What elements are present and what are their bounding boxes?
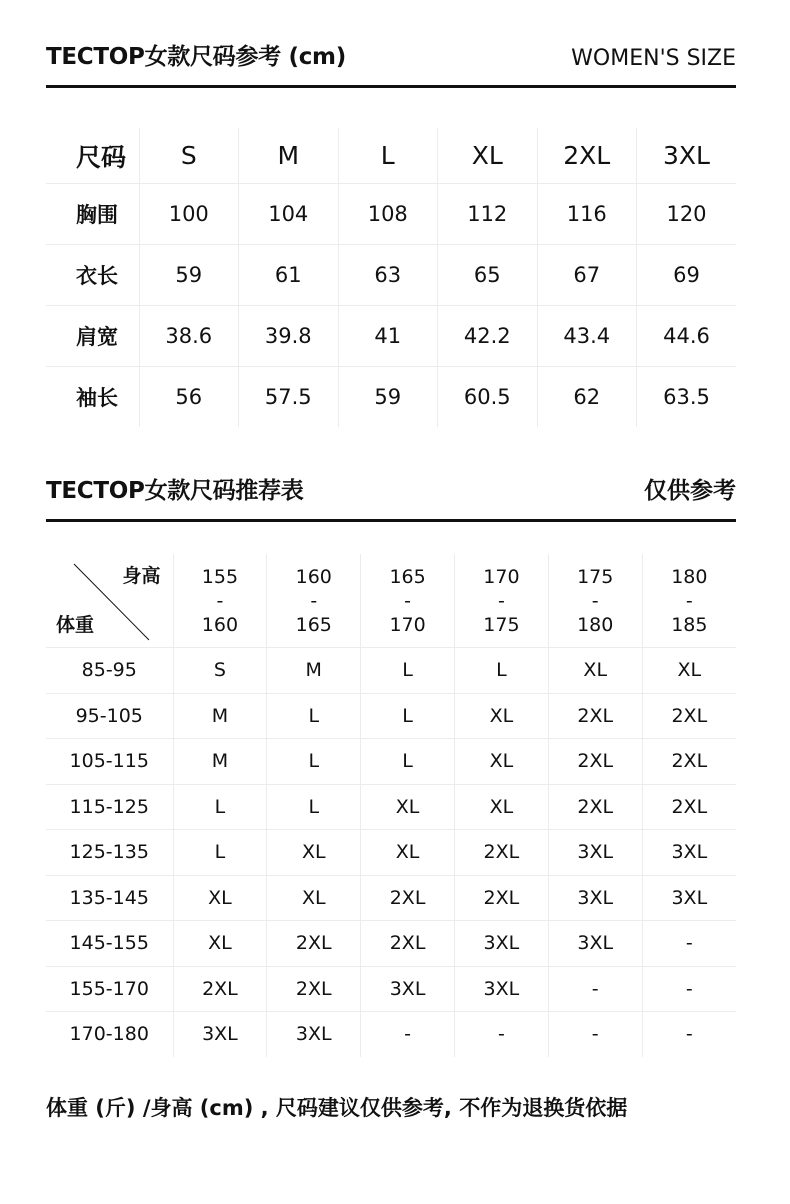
size-cell: 112	[438, 184, 538, 245]
recommend-size-cell: XL	[454, 693, 548, 739]
weight-range-label: 85-95	[46, 648, 173, 694]
height-range-to: 170	[389, 613, 426, 636]
recommend-size-cell: -	[454, 1012, 548, 1057]
height-range-to: 165	[295, 613, 332, 636]
size-cell: 43.4	[537, 306, 637, 367]
recommend-size-cell: S	[173, 648, 267, 694]
weight-range-label: 135-145	[46, 875, 173, 921]
height-range-cell	[173, 554, 267, 648]
size-chart-title: TECTOP女款尺码参考 (cm)	[46, 44, 346, 70]
recommend-size-cell: L	[361, 693, 455, 739]
recommend-size-cell: 3XL	[548, 875, 642, 921]
size-cell: 67	[537, 245, 637, 306]
size-header-label: 尺码	[46, 128, 139, 184]
recommend-size-cell: -	[642, 1012, 736, 1057]
height-range-from: 175	[577, 565, 614, 588]
height-range-from: 165	[389, 565, 426, 588]
recommend-size-cell: 2XL	[548, 739, 642, 785]
recommend-size-cell: L	[267, 739, 361, 785]
recommend-size-cell: -	[548, 966, 642, 1012]
recommend-size-cell: -	[548, 1012, 642, 1057]
recommend-size-cell: 3XL	[548, 830, 642, 876]
size-cell: 57.5	[239, 367, 339, 428]
size-row	[46, 306, 736, 367]
size-header-row	[46, 128, 736, 184]
size-cell: 104	[239, 184, 339, 245]
height-range-sep: -	[685, 589, 693, 612]
recommend-size-cell: 2XL	[548, 784, 642, 830]
size-row	[46, 184, 736, 245]
size-row-label: 肩宽	[46, 306, 139, 367]
recommend-chart-title: TECTOP女款尺码推荐表	[46, 478, 304, 504]
recommend-size-cell: XL	[454, 784, 548, 830]
height-range-from: 170	[483, 565, 520, 588]
height-range-cell	[454, 554, 548, 648]
weight-row	[46, 921, 736, 967]
recommend-size-cell: 3XL	[454, 966, 548, 1012]
weight-range-label: 145-155	[46, 921, 173, 967]
size-chart-header	[46, 38, 736, 88]
recommend-size-cell: L	[173, 830, 267, 876]
size-cell: 63	[338, 245, 438, 306]
recommend-size-cell: XL	[361, 784, 455, 830]
weight-row	[46, 648, 736, 694]
recommend-size-cell: 2XL	[454, 875, 548, 921]
size-cell: 39.8	[239, 306, 339, 367]
corner-cell	[46, 554, 173, 648]
height-range-from: 180	[671, 565, 708, 588]
size-header-cell: 3XL	[637, 128, 737, 184]
recommend-size-cell: -	[361, 1012, 455, 1057]
recommend-size-cell: XL	[267, 875, 361, 921]
size-cell: 56	[139, 367, 239, 428]
weight-row	[46, 784, 736, 830]
height-range-to: 175	[483, 613, 520, 636]
size-row	[46, 245, 736, 306]
size-header-cell: 2XL	[537, 128, 637, 184]
height-range-from: 155	[201, 565, 239, 588]
recommend-size-cell: 3XL	[454, 921, 548, 967]
recommend-size-cell: L	[454, 648, 548, 694]
size-row-label: 袖长	[76, 386, 118, 410]
recommend-size-cell: XL	[361, 830, 455, 876]
height-range-cell	[361, 554, 455, 648]
recommend-size-cell: M	[173, 739, 267, 785]
weight-range-label: 105-115	[46, 739, 173, 785]
recommend-size-cell: 3XL	[642, 830, 736, 876]
weight-range-label: 115-125	[46, 784, 173, 830]
height-range-to: 180	[577, 613, 614, 636]
size-cell: 69	[637, 245, 737, 306]
size-row	[46, 367, 736, 428]
recommend-size-cell: M	[173, 693, 267, 739]
height-range-cell	[642, 554, 736, 648]
recommend-size-cell: XL	[173, 921, 267, 967]
height-header-row	[46, 554, 736, 648]
size-cell: 41	[338, 306, 438, 367]
recommend-size-cell: 2XL	[454, 830, 548, 876]
height-range-sep: -	[497, 589, 505, 612]
size-row-label: 胸围	[46, 184, 139, 245]
size-header-cell: S	[139, 128, 239, 184]
recommend-size-cell: 3XL	[642, 875, 736, 921]
size-row-label: 衣长	[46, 245, 139, 306]
recommend-size-cell: XL	[267, 830, 361, 876]
recommend-size-cell: 2XL	[642, 784, 736, 830]
height-range-sep: -	[591, 589, 599, 612]
size-header-cell: M	[239, 128, 339, 184]
size-cell: 44.6	[637, 306, 737, 367]
corner-weight-label: 体重	[56, 614, 95, 636]
size-chart-table	[46, 128, 736, 427]
recommend-size-cell: 2XL	[361, 921, 455, 967]
size-header-cell: L	[338, 128, 438, 184]
size-cell: 65	[438, 245, 538, 306]
height-range-cell	[267, 554, 361, 648]
weight-row	[46, 1012, 736, 1057]
footer-note: 体重 (斤) /身高 (cm) , 尺码建议仅供参考, 不作为退换货依据	[46, 1096, 628, 1120]
recommend-size-cell: XL	[548, 648, 642, 694]
size-cell: 108	[338, 184, 438, 245]
size-cell: 42.2	[438, 306, 538, 367]
recommend-size-cell: M	[267, 648, 361, 694]
size-cell: 63.5	[637, 367, 737, 428]
recommend-size-cell: 2XL	[267, 921, 361, 967]
recommend-size-cell: L	[361, 739, 455, 785]
height-range-to: 185	[671, 613, 708, 636]
size-cell: 59	[338, 367, 438, 428]
height-range-to: 160	[201, 613, 239, 636]
height-range-sep: -	[404, 589, 411, 612]
recommend-size-cell: 2XL	[361, 875, 455, 921]
size-chart-subtitle: WOMEN'S SIZE	[571, 46, 736, 71]
size-cell: 38.6	[139, 306, 239, 367]
weight-range-label: 95-105	[46, 693, 173, 739]
recommend-size-cell: 2XL	[642, 693, 736, 739]
weight-row	[46, 875, 736, 921]
weight-range-label: 125-135	[46, 830, 173, 876]
recommend-chart-header	[46, 472, 736, 522]
recommend-size-cell: L	[267, 784, 361, 830]
recommend-size-cell: L	[361, 648, 455, 694]
recommend-size-cell: 2XL	[642, 739, 736, 785]
size-cell: 61	[239, 245, 339, 306]
recommend-size-cell: XL	[454, 739, 548, 785]
recommend-size-cell: -	[642, 921, 736, 967]
recommend-size-cell: L	[173, 784, 267, 830]
recommend-size-cell: 2XL	[173, 966, 267, 1012]
weight-row	[46, 830, 736, 876]
recommend-size-cell: 3XL	[173, 1012, 267, 1057]
height-range-cell	[548, 554, 642, 648]
recommend-size-cell: 3XL	[267, 1012, 361, 1057]
recommend-size-cell: XL	[642, 648, 736, 694]
size-cell: 116	[537, 184, 637, 245]
weight-range-label: 170-180	[69, 1023, 149, 1046]
recommend-size-cell: 2XL	[548, 693, 642, 739]
recommend-size-cell: -	[642, 966, 736, 1012]
size-cell: 59	[139, 245, 239, 306]
recommend-size-cell: 3XL	[361, 966, 455, 1012]
recommend-size-cell: XL	[173, 875, 267, 921]
weight-row	[46, 693, 736, 739]
size-cell: 120	[637, 184, 737, 245]
height-range-sep: -	[310, 589, 318, 612]
recommend-chart-subtitle: 仅供参考	[644, 478, 736, 504]
height-range-sep: -	[216, 589, 224, 612]
size-cell: 60.5	[438, 367, 538, 428]
recommend-size-cell: L	[267, 693, 361, 739]
size-cell: 62	[537, 367, 637, 428]
size-cell: 100	[139, 184, 239, 245]
recommend-chart-table	[46, 554, 736, 1057]
weight-row	[46, 966, 736, 1012]
corner-height-label: 身高	[122, 565, 161, 587]
recommend-size-cell: 2XL	[267, 966, 361, 1012]
size-header-cell: XL	[438, 128, 538, 184]
height-range-from: 160	[295, 565, 332, 588]
weight-row	[46, 739, 736, 785]
weight-range-label: 155-170	[46, 966, 173, 1012]
recommend-size-cell: 3XL	[548, 921, 642, 967]
